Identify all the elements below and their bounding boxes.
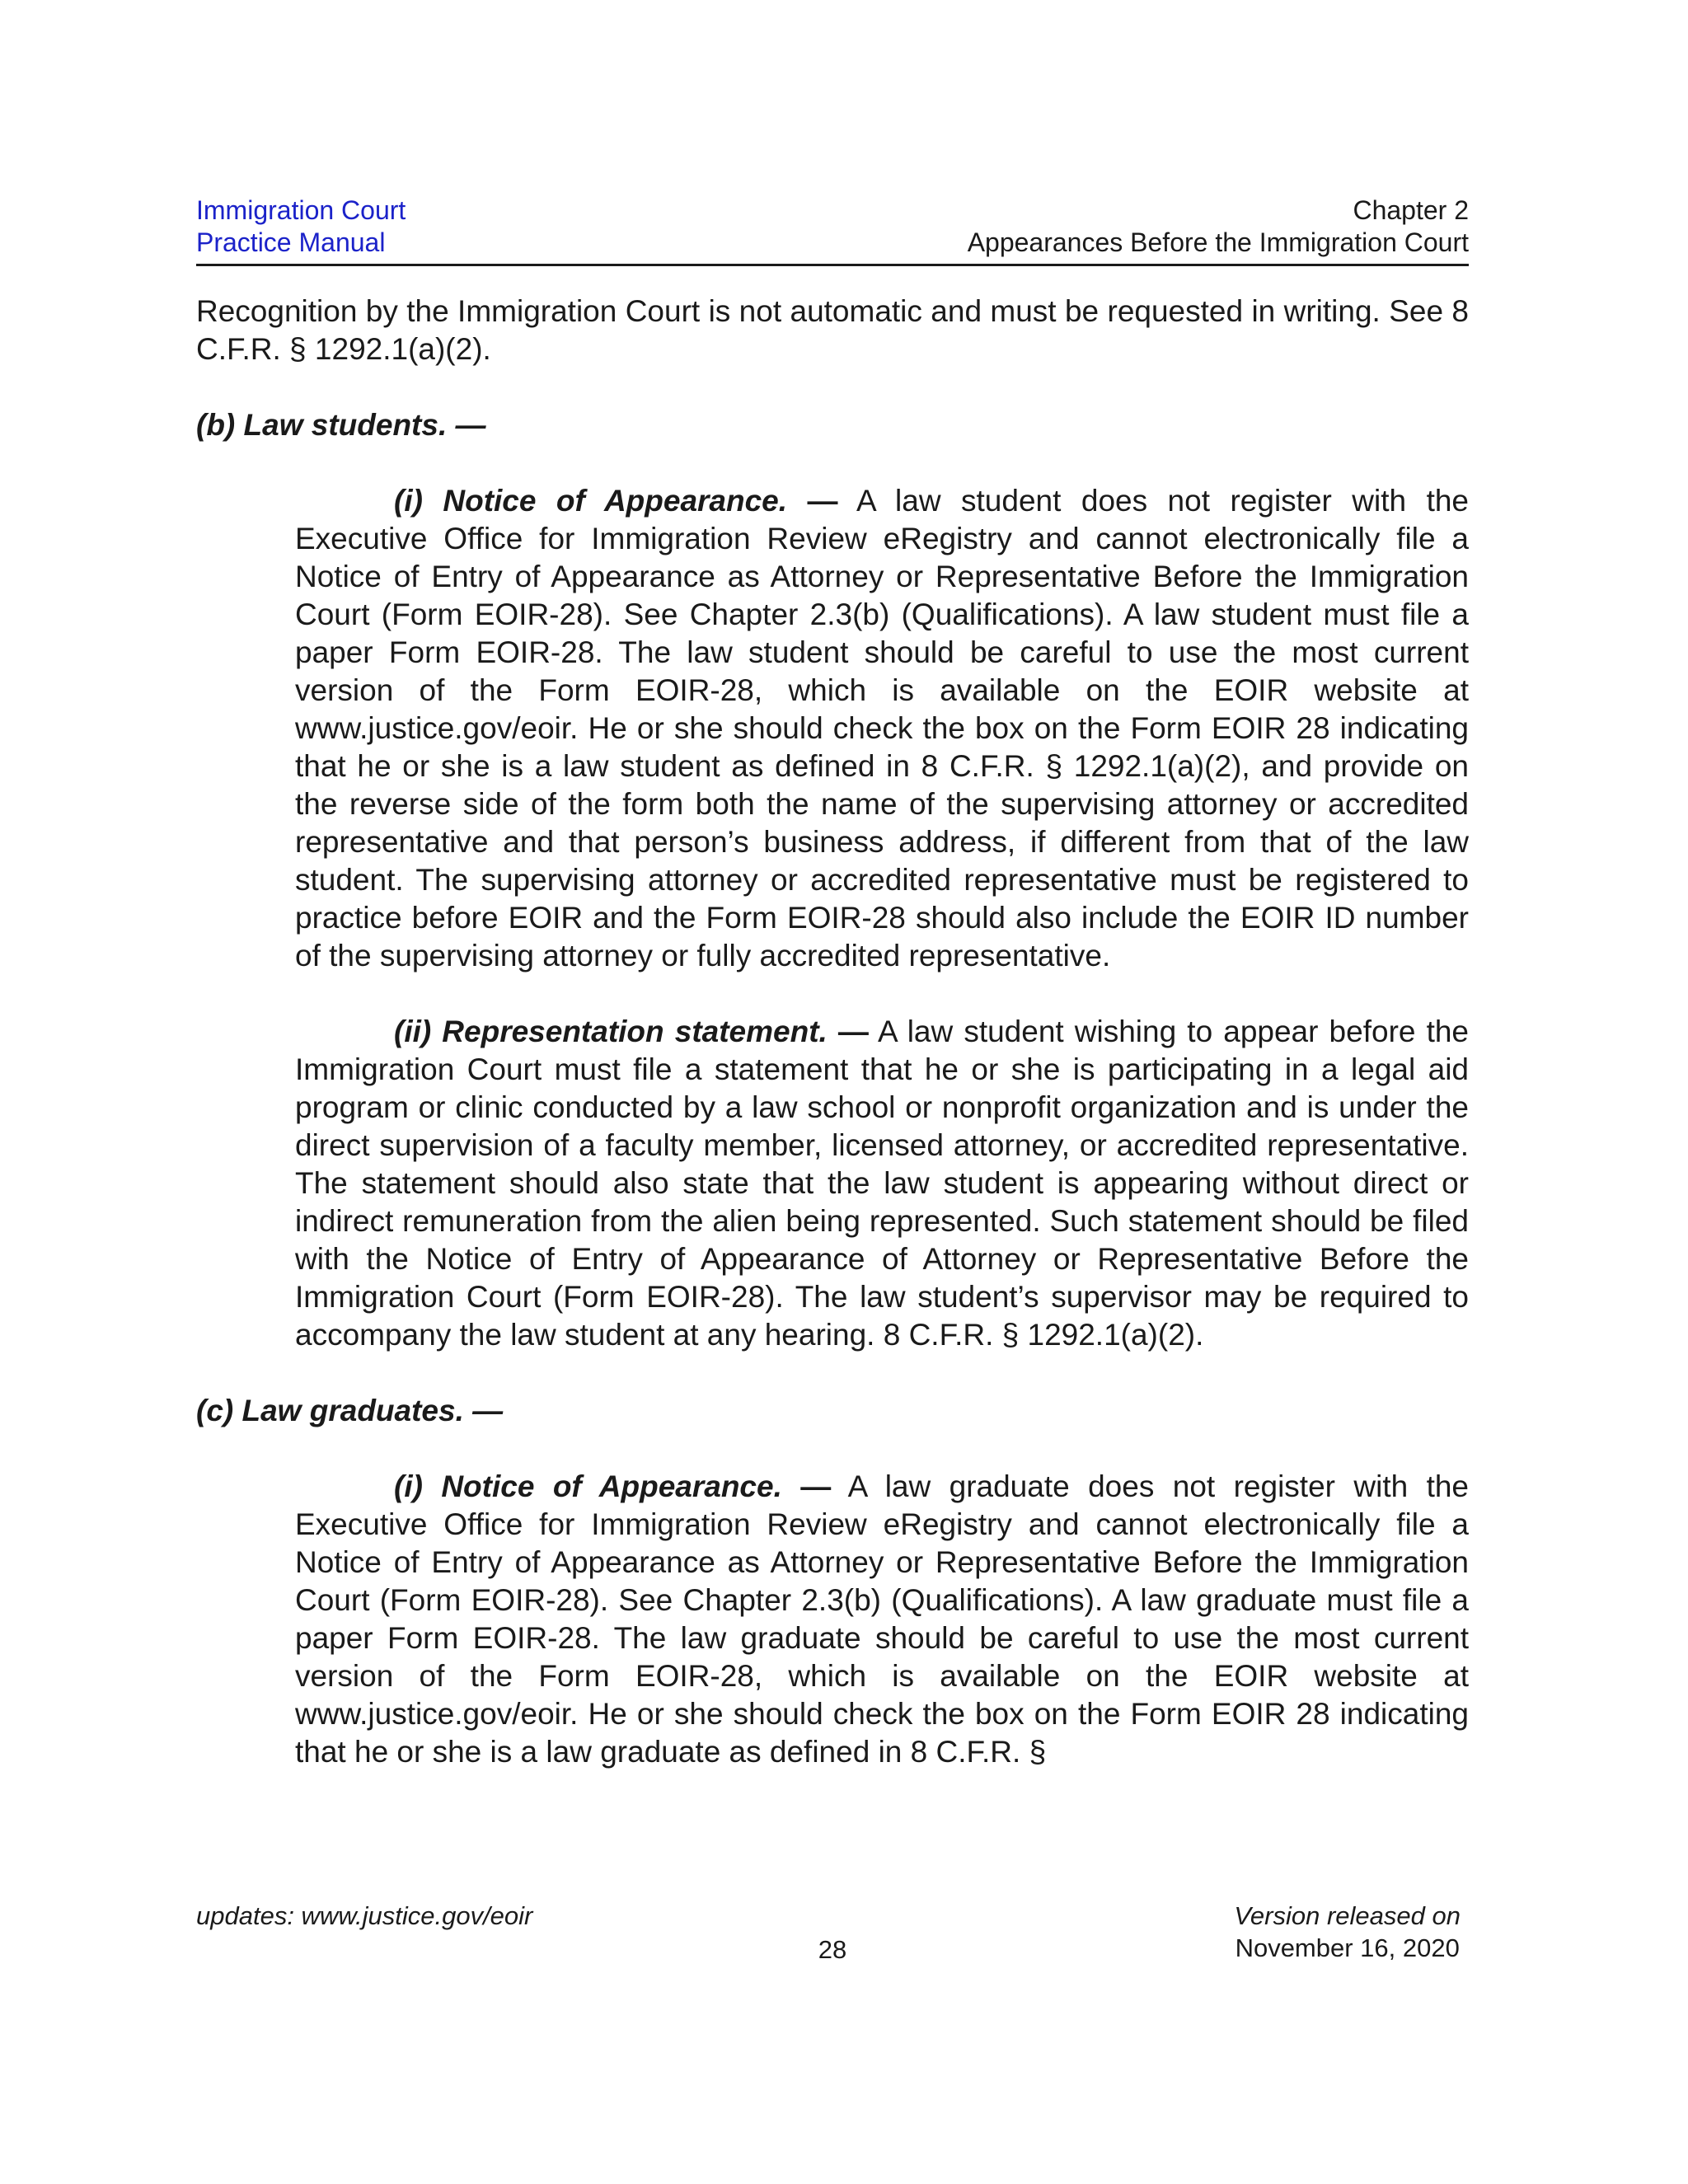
section-b-heading-text: (b) Law students. [196,408,448,442]
section-b-notice-paragraph [295,482,1469,975]
page-footer [196,1900,1469,1974]
section-c-heading-text: (c) Law graduates. [196,1394,464,1427]
page-number: 28 [818,1935,847,1964]
header-right-line2: Appearances Before the Immigration Court [967,227,1469,257]
section-c-notice-text: A law graduate does not register with the Executive Office for Immigration Review eRegistry and cannot electronically file a Notice of Entry of Appearance as Attorney or Representative Before the Immigration Court (Form EOIR-28). See Chapter 2.3(b) (Qualifications). A law graduate must file a paper Form EOIR-28. The law graduate should be careful to use the most current version of the Form EOIR-28, which is available on the EOIR website at www.justice.gov/eoir. He or she should check the box on the Form EOIR 28 indicating that he or she is a law graduate as defined in 8 C.F.R. § [295,1469,1470,1769]
section-c-heading-dash: — [463,1394,504,1427]
page-header [196,194,1469,266]
header-left-line2: Practice Manual [196,227,386,257]
footer-version [1234,1900,1461,1964]
section-b-statement-label: (ii) Representation statement. [394,1015,828,1048]
section-b-statement-dash: — [827,1015,869,1048]
page-body [196,293,1469,1771]
section-c-notice-dash: — [781,1469,832,1503]
header-manual-title [196,194,406,259]
section-c-notice-paragraph [295,1468,1469,1771]
section-c-notice-label: (i) Notice of Appearance. [394,1469,782,1503]
section-b-heading [196,406,1469,444]
header-right-line1: Chapter 2 [1353,195,1469,225]
section-b-statement-text: A law student wishing to appear before the Immigration Court must file a statement that he or she is participating in a legal aid program or clinic conducted by a law school or nonprofit organization and is under the direct supervision of a faculty member, licensed attorney, or accredited representative. The statement should also state that the law student is appearing without direct or indirect remuneration from the alien being represented. Such statement should be filed with the Notice of Entry of Appearance of Attorney or Representative Before the Immigration Court (Form EOIR-28). The law student’s supervisor may be required to accompany the law student at any hearing. 8 C.F.R. § 1292.1(a)(2). [295,1015,1470,1352]
footer-version-line2: November 16, 2020 [1235,1933,1460,1962]
section-b-heading-dash: — [447,408,486,442]
footer-version-line1: Version released on [1234,1901,1461,1930]
section-b-statement-paragraph [295,1013,1469,1354]
section-b-notice-label: (i) Notice of Appearance. [394,484,788,518]
header-left-line1: Immigration Court [196,195,406,225]
section-b-notice-dash: — [787,484,838,518]
header-chapter-title [968,194,1469,259]
intro-paragraph: Recognition by the Immigration Court is not automatic and must be requested in writing. See 8 C.F.R. § 1292.1(a)(2). [196,294,1469,366]
footer-updates-link: updates: www.justice.gov/eoir [196,1901,533,1930]
section-b-notice-text: A law student does not register with the Executive Office for Immigration Review eRegistry and cannot electronically file a Notice of Entry of Appearance as Attorney or Representative Before the Immigration Court (Form EOIR-28). See Chapter 2.3(b) (Qualifications). A law student must file a paper Form EOIR-28. The law student should be careful to use the most current version of the Form EOIR-28, which is available on the EOIR website at www.justice.gov/eoir. He or she should check the box on the Form EOIR 28 indicating that he or she is a law student as defined in 8 C.F.R. § 1292.1(a)(2), and provide on the reverse side of the form both the name of the supervising attorney or accredited representative and that person’s business address, if different from that of the law student. The supervising attorney or accredited representative must be registered to practice before EOIR and the Form EOIR-28 should also include the EOIR ID number of the supervising attorney or fully accredited representative. [295,484,1470,972]
section-c-heading [196,1392,1469,1430]
